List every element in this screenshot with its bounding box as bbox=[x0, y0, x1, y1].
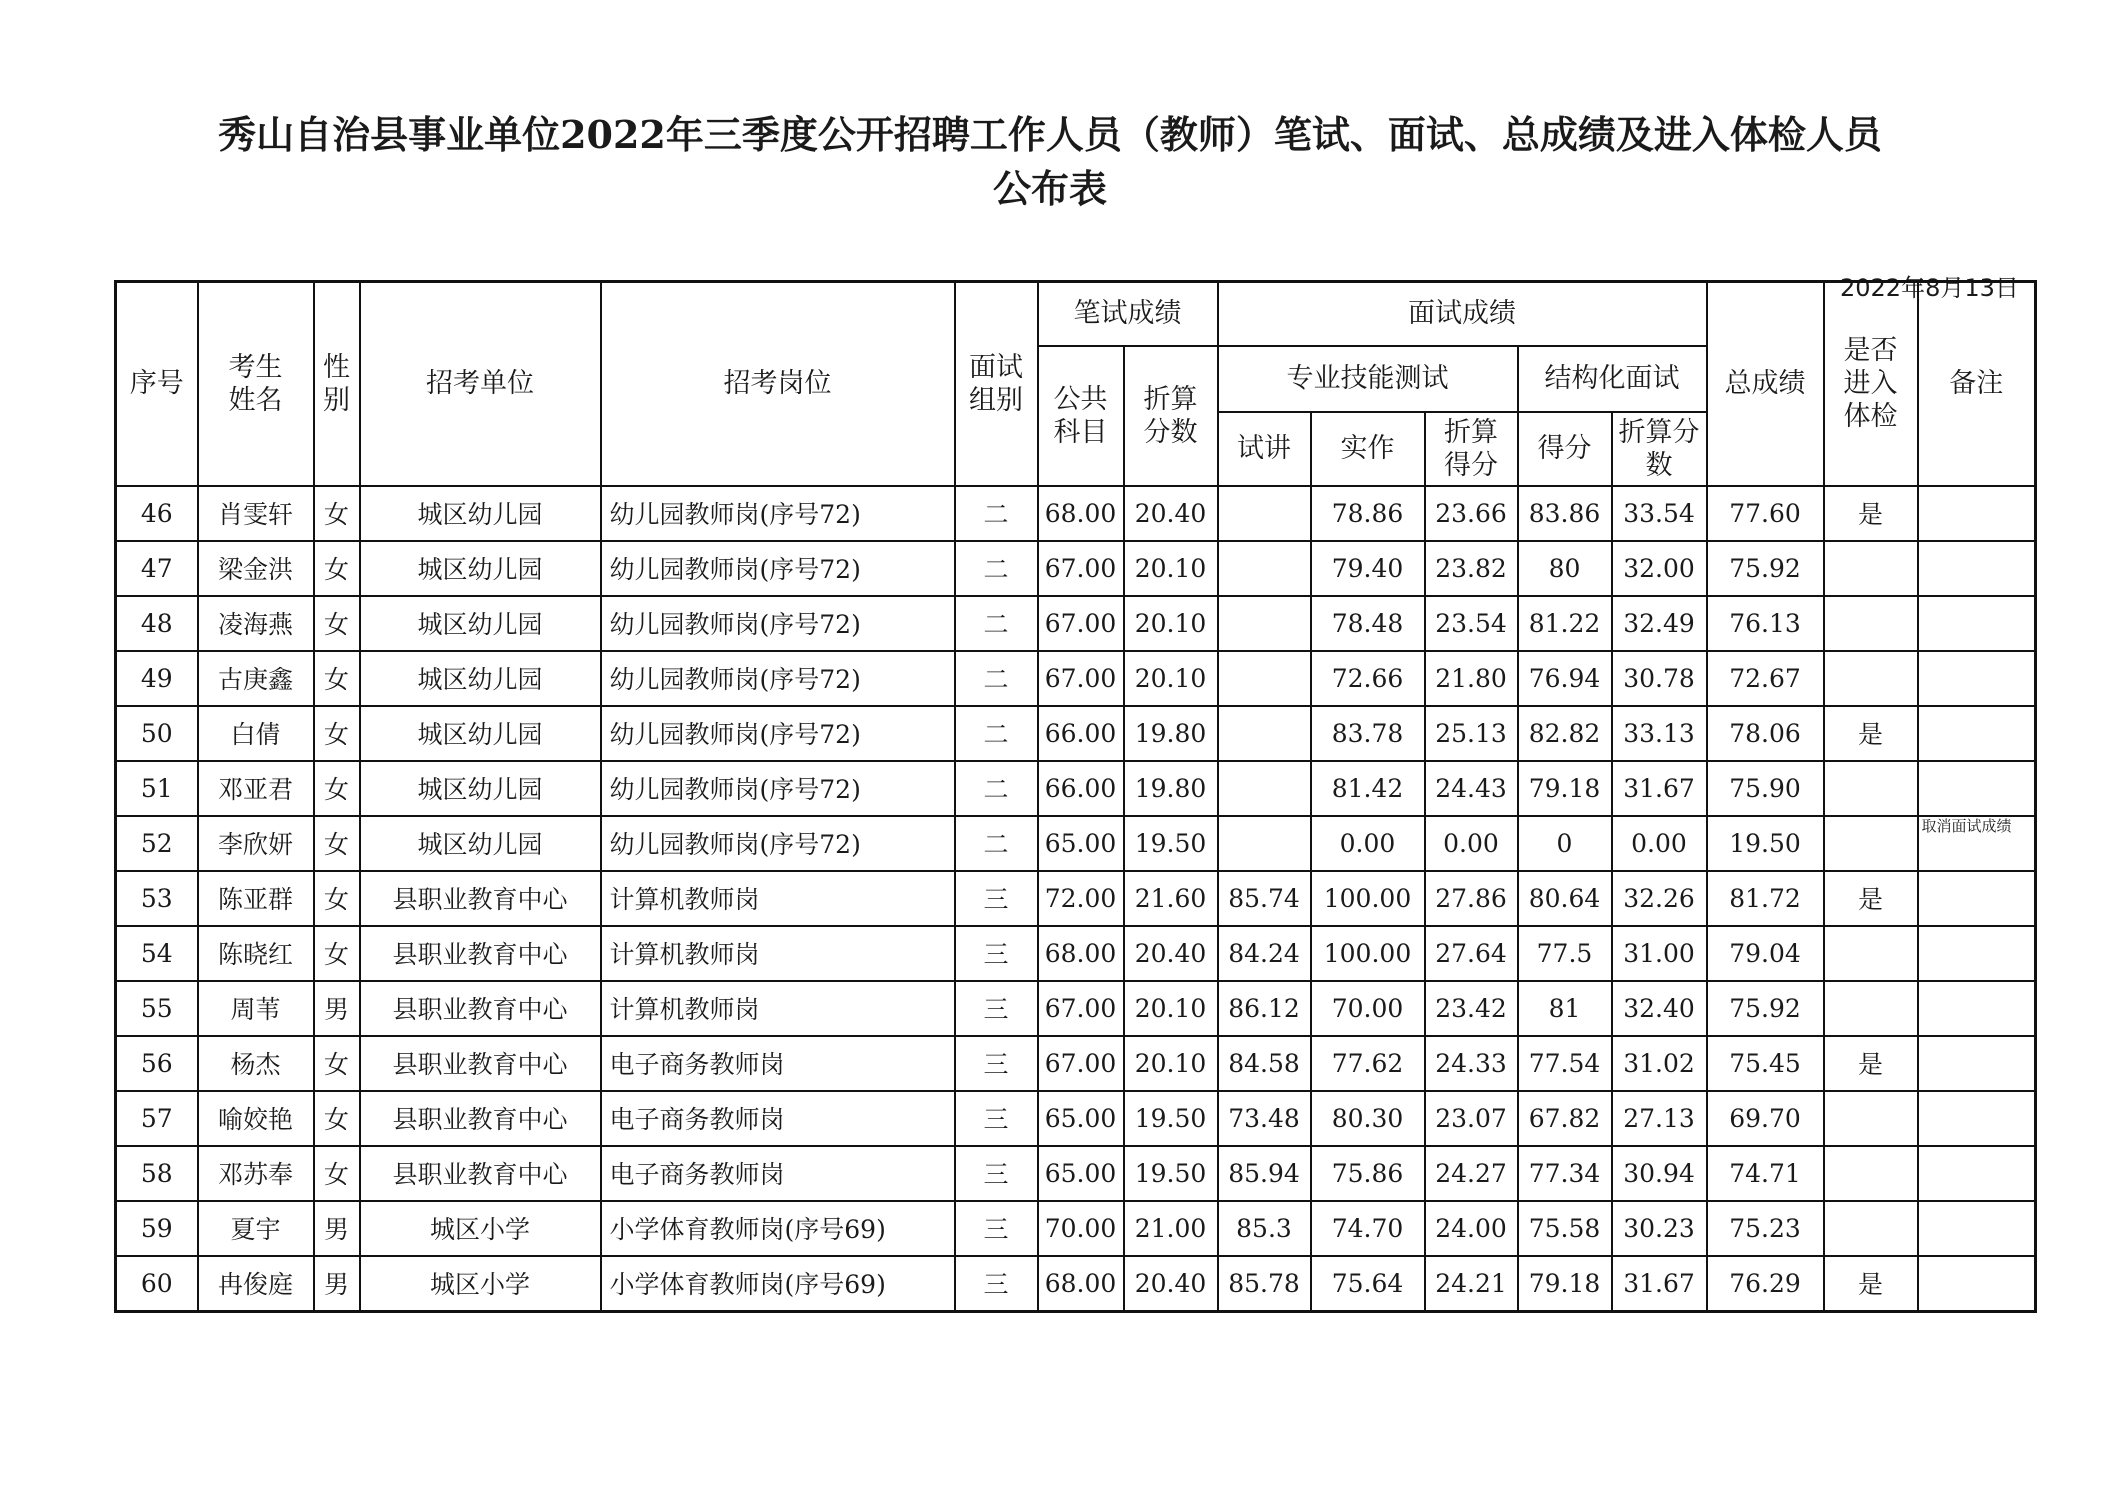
cell-structured-score: 80.64 bbox=[1518, 871, 1612, 926]
cell-skill-converted: 24.33 bbox=[1425, 1036, 1518, 1091]
cell-gender: 女 bbox=[314, 1036, 360, 1091]
cell-practice: 100.00 bbox=[1311, 926, 1425, 981]
cell-structured-converted: 0.00 bbox=[1612, 816, 1707, 871]
table-row bbox=[116, 926, 2036, 981]
cell-name: 周苇 bbox=[198, 981, 314, 1036]
cell-seq: 51 bbox=[116, 761, 198, 816]
cell-post: 计算机教师岗 bbox=[601, 871, 955, 926]
cell-skill-converted: 23.42 bbox=[1425, 981, 1518, 1036]
cell-total: 75.92 bbox=[1707, 541, 1824, 596]
cell-name: 杨杰 bbox=[198, 1036, 314, 1091]
cell-seq: 54 bbox=[116, 926, 198, 981]
cell-name: 李欣妍 bbox=[198, 816, 314, 871]
cell-practice: 70.00 bbox=[1311, 981, 1425, 1036]
cell-unit: 城区小学 bbox=[360, 1201, 601, 1256]
cell-name: 梁金洪 bbox=[198, 541, 314, 596]
cell-structured-score: 79.18 bbox=[1518, 761, 1612, 816]
cell-seq: 55 bbox=[116, 981, 198, 1036]
cell-total: 19.50 bbox=[1707, 816, 1824, 871]
cell-group: 三 bbox=[955, 981, 1038, 1036]
cell-unit: 城区幼儿园 bbox=[360, 816, 601, 871]
cell-lecture: 85.74 bbox=[1218, 871, 1311, 926]
cell-unit: 城区幼儿园 bbox=[360, 761, 601, 816]
cell-structured-score: 76.94 bbox=[1518, 651, 1612, 706]
cell-remark bbox=[1918, 926, 2036, 981]
cell-written-converted: 19.80 bbox=[1124, 761, 1218, 816]
cell-public-subject: 68.00 bbox=[1038, 1256, 1124, 1312]
cell-seq: 57 bbox=[116, 1091, 198, 1146]
cell-total: 81.72 bbox=[1707, 871, 1824, 926]
header-structured-score: 得分 bbox=[1518, 412, 1612, 486]
cell-post: 计算机教师岗 bbox=[601, 981, 955, 1036]
cell-gender: 女 bbox=[314, 596, 360, 651]
cell-physical: 是 bbox=[1824, 1256, 1918, 1312]
cell-gender: 女 bbox=[314, 816, 360, 871]
cell-total: 72.67 bbox=[1707, 651, 1824, 706]
table-row bbox=[116, 706, 2036, 761]
cell-skill-converted: 25.13 bbox=[1425, 706, 1518, 761]
cell-skill-converted: 24.21 bbox=[1425, 1256, 1518, 1312]
cell-seq: 52 bbox=[116, 816, 198, 871]
table-header bbox=[116, 282, 2036, 486]
cell-written-converted: 20.40 bbox=[1124, 1256, 1218, 1312]
cell-skill-converted: 23.82 bbox=[1425, 541, 1518, 596]
cell-skill-converted: 21.80 bbox=[1425, 651, 1518, 706]
cell-name: 喻姣艳 bbox=[198, 1091, 314, 1146]
cell-practice: 72.66 bbox=[1311, 651, 1425, 706]
cell-total: 77.60 bbox=[1707, 486, 1824, 541]
cell-physical bbox=[1824, 1146, 1918, 1201]
table-row bbox=[116, 1146, 2036, 1201]
title-line-1: 秀山自治县事业单位2022年三季度公开招聘工作人员（教师）笔试、面试、总成绩及进入体检人员 bbox=[218, 112, 1882, 157]
cell-seq: 46 bbox=[116, 486, 198, 541]
cell-written-converted: 19.50 bbox=[1124, 1091, 1218, 1146]
cell-remark bbox=[1918, 1256, 2036, 1312]
cell-remark bbox=[1918, 541, 2036, 596]
cell-structured-converted: 32.49 bbox=[1612, 596, 1707, 651]
cell-seq: 56 bbox=[116, 1036, 198, 1091]
cell-lecture: 84.24 bbox=[1218, 926, 1311, 981]
header-skill-test: 专业技能测试 bbox=[1218, 346, 1518, 412]
cell-practice: 75.64 bbox=[1311, 1256, 1425, 1312]
header-practice: 实作 bbox=[1311, 412, 1425, 486]
cell-group: 三 bbox=[955, 871, 1038, 926]
cell-practice: 78.48 bbox=[1311, 596, 1425, 651]
cell-gender: 女 bbox=[314, 541, 360, 596]
cell-gender: 女 bbox=[314, 1091, 360, 1146]
cell-skill-converted: 0.00 bbox=[1425, 816, 1518, 871]
cell-remark bbox=[1918, 761, 2036, 816]
cell-remark bbox=[1918, 1201, 2036, 1256]
cell-structured-converted: 30.94 bbox=[1612, 1146, 1707, 1201]
cell-group: 二 bbox=[955, 651, 1038, 706]
cell-unit: 县职业教育中心 bbox=[360, 1146, 601, 1201]
cell-remark bbox=[1918, 596, 2036, 651]
cell-structured-score: 67.82 bbox=[1518, 1091, 1612, 1146]
cell-physical bbox=[1824, 926, 1918, 981]
cell-seq: 59 bbox=[116, 1201, 198, 1256]
cell-remark bbox=[1918, 1036, 2036, 1091]
cell-written-converted: 20.10 bbox=[1124, 596, 1218, 651]
cell-name: 陈亚群 bbox=[198, 871, 314, 926]
cell-structured-converted: 31.67 bbox=[1612, 1256, 1707, 1312]
cell-lecture bbox=[1218, 596, 1311, 651]
cell-skill-converted: 23.07 bbox=[1425, 1091, 1518, 1146]
cell-structured-score: 77.5 bbox=[1518, 926, 1612, 981]
cell-lecture bbox=[1218, 651, 1311, 706]
cell-name: 古庚鑫 bbox=[198, 651, 314, 706]
cell-structured-converted: 30.23 bbox=[1612, 1201, 1707, 1256]
cell-unit: 城区幼儿园 bbox=[360, 596, 601, 651]
cell-gender: 男 bbox=[314, 981, 360, 1036]
cell-structured-converted: 32.40 bbox=[1612, 981, 1707, 1036]
cell-seq: 50 bbox=[116, 706, 198, 761]
cell-structured-converted: 30.78 bbox=[1612, 651, 1707, 706]
cell-lecture bbox=[1218, 706, 1311, 761]
table-body bbox=[116, 486, 2036, 1312]
cell-group: 三 bbox=[955, 1256, 1038, 1312]
header-post: 招考岗位 bbox=[601, 282, 955, 486]
cell-unit: 县职业教育中心 bbox=[360, 926, 601, 981]
cell-group: 二 bbox=[955, 761, 1038, 816]
cell-physical bbox=[1824, 1201, 1918, 1256]
cell-skill-converted: 23.54 bbox=[1425, 596, 1518, 651]
cell-structured-score: 0 bbox=[1518, 816, 1612, 871]
cell-structured-score: 83.86 bbox=[1518, 486, 1612, 541]
cell-physical bbox=[1824, 981, 1918, 1036]
cell-total: 76.29 bbox=[1707, 1256, 1824, 1312]
header-total: 总成绩 bbox=[1707, 282, 1824, 486]
cell-written-converted: 20.10 bbox=[1124, 541, 1218, 596]
cell-lecture: 84.58 bbox=[1218, 1036, 1311, 1091]
cell-practice: 83.78 bbox=[1311, 706, 1425, 761]
title-line-2: 公布表 bbox=[992, 166, 1107, 211]
cell-seq: 53 bbox=[116, 871, 198, 926]
cell-physical bbox=[1824, 1091, 1918, 1146]
cell-name: 凌海燕 bbox=[198, 596, 314, 651]
cell-unit: 县职业教育中心 bbox=[360, 871, 601, 926]
cell-public-subject: 66.00 bbox=[1038, 761, 1124, 816]
cell-unit: 城区小学 bbox=[360, 1256, 601, 1312]
cell-structured-converted: 31.67 bbox=[1612, 761, 1707, 816]
cell-group: 二 bbox=[955, 541, 1038, 596]
cell-post: 幼儿园教师岗(序号72) bbox=[601, 541, 955, 596]
table-row bbox=[116, 1256, 2036, 1312]
cell-name: 陈晓红 bbox=[198, 926, 314, 981]
publish-date: 2022年8月13日 bbox=[1840, 274, 2019, 302]
cell-structured-converted: 32.26 bbox=[1612, 871, 1707, 926]
cell-lecture: 73.48 bbox=[1218, 1091, 1311, 1146]
cell-remark bbox=[1918, 1146, 2036, 1201]
table-row bbox=[116, 761, 2036, 816]
document-title bbox=[150, 108, 1950, 216]
cell-physical bbox=[1824, 596, 1918, 651]
cell-written-converted: 19.50 bbox=[1124, 816, 1218, 871]
cell-name: 邓苏奉 bbox=[198, 1146, 314, 1201]
header-lecture: 试讲 bbox=[1218, 412, 1311, 486]
cell-total: 75.90 bbox=[1707, 761, 1824, 816]
cell-practice: 100.00 bbox=[1311, 871, 1425, 926]
cell-structured-score: 75.58 bbox=[1518, 1201, 1612, 1256]
cell-group: 三 bbox=[955, 1036, 1038, 1091]
header-unit: 招考单位 bbox=[360, 282, 601, 486]
cell-lecture bbox=[1218, 761, 1311, 816]
cell-practice: 74.70 bbox=[1311, 1201, 1425, 1256]
table-row bbox=[116, 816, 2036, 871]
cell-physical: 是 bbox=[1824, 871, 1918, 926]
cell-seq: 58 bbox=[116, 1146, 198, 1201]
cell-group: 三 bbox=[955, 1201, 1038, 1256]
cell-group: 二 bbox=[955, 486, 1038, 541]
cell-practice: 78.86 bbox=[1311, 486, 1425, 541]
cell-post: 小学体育教师岗(序号69) bbox=[601, 1256, 955, 1312]
cell-public-subject: 65.00 bbox=[1038, 1091, 1124, 1146]
cell-post: 幼儿园教师岗(序号72) bbox=[601, 486, 955, 541]
table-row bbox=[116, 1091, 2036, 1146]
cell-remark bbox=[1918, 486, 2036, 541]
cell-written-converted: 20.10 bbox=[1124, 1036, 1218, 1091]
cell-public-subject: 67.00 bbox=[1038, 981, 1124, 1036]
cell-gender: 女 bbox=[314, 706, 360, 761]
header-structured-converted: 折算分数 bbox=[1612, 412, 1707, 486]
cell-practice: 0.00 bbox=[1311, 816, 1425, 871]
cell-practice: 77.62 bbox=[1311, 1036, 1425, 1091]
cell-post: 幼儿园教师岗(序号72) bbox=[601, 706, 955, 761]
cell-post: 幼儿园教师岗(序号72) bbox=[601, 596, 955, 651]
cell-structured-converted: 27.13 bbox=[1612, 1091, 1707, 1146]
cell-written-converted: 21.60 bbox=[1124, 871, 1218, 926]
header-remark: 备注 bbox=[1918, 282, 2036, 486]
cell-structured-score: 79.18 bbox=[1518, 1256, 1612, 1312]
cell-structured-converted: 32.00 bbox=[1612, 541, 1707, 596]
header-interview: 面试成绩 bbox=[1218, 282, 1707, 346]
header-seq: 序号 bbox=[116, 282, 198, 486]
cell-remark bbox=[1918, 1091, 2036, 1146]
cell-public-subject: 67.00 bbox=[1038, 541, 1124, 596]
cell-name: 冉俊庭 bbox=[198, 1256, 314, 1312]
cell-practice: 79.40 bbox=[1311, 541, 1425, 596]
cell-physical bbox=[1824, 541, 1918, 596]
cell-structured-score: 82.82 bbox=[1518, 706, 1612, 761]
cell-lecture bbox=[1218, 486, 1311, 541]
cell-practice: 75.86 bbox=[1311, 1146, 1425, 1201]
cell-name: 肖雯轩 bbox=[198, 486, 314, 541]
header-physical: 是否进入体检 bbox=[1824, 282, 1918, 486]
cell-unit: 县职业教育中心 bbox=[360, 1091, 601, 1146]
cell-lecture: 86.12 bbox=[1218, 981, 1311, 1036]
cell-remark bbox=[1918, 706, 2036, 761]
cell-written-converted: 20.40 bbox=[1124, 486, 1218, 541]
cell-written-converted: 21.00 bbox=[1124, 1201, 1218, 1256]
cell-public-subject: 70.00 bbox=[1038, 1201, 1124, 1256]
cell-skill-converted: 24.43 bbox=[1425, 761, 1518, 816]
cell-structured-converted: 33.13 bbox=[1612, 706, 1707, 761]
cell-lecture bbox=[1218, 541, 1311, 596]
cell-physical: 是 bbox=[1824, 1036, 1918, 1091]
cell-unit: 城区幼儿园 bbox=[360, 706, 601, 761]
cell-group: 三 bbox=[955, 1091, 1038, 1146]
cell-post: 幼儿园教师岗(序号72) bbox=[601, 651, 955, 706]
cell-unit: 县职业教育中心 bbox=[360, 981, 601, 1036]
cell-lecture: 85.3 bbox=[1218, 1201, 1311, 1256]
cell-public-subject: 68.00 bbox=[1038, 926, 1124, 981]
cell-skill-converted: 24.00 bbox=[1425, 1201, 1518, 1256]
header-group: 面试组别 bbox=[955, 282, 1038, 486]
cell-seq: 49 bbox=[116, 651, 198, 706]
cell-written-converted: 19.80 bbox=[1124, 706, 1218, 761]
cell-structured-score: 81.22 bbox=[1518, 596, 1612, 651]
cell-public-subject: 67.00 bbox=[1038, 651, 1124, 706]
cell-physical bbox=[1824, 816, 1918, 871]
header-public-subject: 公共科目 bbox=[1038, 346, 1124, 486]
cell-post: 幼儿园教师岗(序号72) bbox=[601, 761, 955, 816]
cell-name: 邓亚君 bbox=[198, 761, 314, 816]
cell-remark bbox=[1918, 981, 2036, 1036]
cell-total: 75.23 bbox=[1707, 1201, 1824, 1256]
table-row bbox=[116, 871, 2036, 926]
cell-written-converted: 20.10 bbox=[1124, 651, 1218, 706]
cell-post: 小学体育教师岗(序号69) bbox=[601, 1201, 955, 1256]
cell-structured-score: 80 bbox=[1518, 541, 1612, 596]
cell-name: 白倩 bbox=[198, 706, 314, 761]
cell-lecture: 85.94 bbox=[1218, 1146, 1311, 1201]
cell-public-subject: 68.00 bbox=[1038, 486, 1124, 541]
cell-written-converted: 19.50 bbox=[1124, 1146, 1218, 1201]
cell-seq: 48 bbox=[116, 596, 198, 651]
cell-skill-converted: 24.27 bbox=[1425, 1146, 1518, 1201]
header-skill-converted: 折算得分 bbox=[1425, 412, 1518, 486]
cell-structured-score: 77.54 bbox=[1518, 1036, 1612, 1091]
table-row bbox=[116, 541, 2036, 596]
cell-total: 69.70 bbox=[1707, 1091, 1824, 1146]
cell-remark bbox=[1918, 871, 2036, 926]
header-structured: 结构化面试 bbox=[1518, 346, 1707, 412]
cell-post: 电子商务教师岗 bbox=[601, 1091, 955, 1146]
cell-seq: 47 bbox=[116, 541, 198, 596]
cell-public-subject: 65.00 bbox=[1038, 1146, 1124, 1201]
cell-gender: 女 bbox=[314, 761, 360, 816]
cell-structured-score: 81 bbox=[1518, 981, 1612, 1036]
cell-total: 75.92 bbox=[1707, 981, 1824, 1036]
cell-public-subject: 67.00 bbox=[1038, 596, 1124, 651]
cell-group: 三 bbox=[955, 1146, 1038, 1201]
cell-public-subject: 67.00 bbox=[1038, 1036, 1124, 1091]
cell-physical: 是 bbox=[1824, 486, 1918, 541]
cell-unit: 城区幼儿园 bbox=[360, 651, 601, 706]
cell-post: 电子商务教师岗 bbox=[601, 1036, 955, 1091]
table-row bbox=[116, 486, 2036, 541]
cell-gender: 男 bbox=[314, 1256, 360, 1312]
cell-remark bbox=[1918, 651, 2036, 706]
cell-gender: 女 bbox=[314, 486, 360, 541]
cell-total: 75.45 bbox=[1707, 1036, 1824, 1091]
cell-group: 二 bbox=[955, 706, 1038, 761]
table-row bbox=[116, 1201, 2036, 1256]
cell-structured-converted: 31.02 bbox=[1612, 1036, 1707, 1091]
cell-lecture: 85.78 bbox=[1218, 1256, 1311, 1312]
cell-structured-converted: 33.54 bbox=[1612, 486, 1707, 541]
cell-lecture bbox=[1218, 816, 1311, 871]
cell-group: 二 bbox=[955, 596, 1038, 651]
table-row bbox=[116, 1036, 2036, 1091]
cell-post: 电子商务教师岗 bbox=[601, 1146, 955, 1201]
cell-gender: 女 bbox=[314, 651, 360, 706]
cell-total: 74.71 bbox=[1707, 1146, 1824, 1201]
cell-public-subject: 72.00 bbox=[1038, 871, 1124, 926]
cell-remark: 取消面试成绩 bbox=[1918, 816, 2036, 871]
cell-skill-converted: 27.86 bbox=[1425, 871, 1518, 926]
cell-seq: 60 bbox=[116, 1256, 198, 1312]
cell-practice: 81.42 bbox=[1311, 761, 1425, 816]
cell-group: 三 bbox=[955, 926, 1038, 981]
cell-group: 二 bbox=[955, 816, 1038, 871]
cell-structured-score: 77.34 bbox=[1518, 1146, 1612, 1201]
cell-written-converted: 20.40 bbox=[1124, 926, 1218, 981]
cell-physical bbox=[1824, 651, 1918, 706]
header-written: 笔试成绩 bbox=[1038, 282, 1218, 346]
cell-skill-converted: 27.64 bbox=[1425, 926, 1518, 981]
cell-name: 夏宇 bbox=[198, 1201, 314, 1256]
cell-practice: 80.30 bbox=[1311, 1091, 1425, 1146]
table-row bbox=[116, 981, 2036, 1036]
header-gender: 性别 bbox=[314, 282, 360, 486]
cell-written-converted: 20.10 bbox=[1124, 981, 1218, 1036]
cell-gender: 女 bbox=[314, 926, 360, 981]
cell-physical bbox=[1824, 761, 1918, 816]
table-row bbox=[116, 651, 2036, 706]
cell-unit: 城区幼儿园 bbox=[360, 486, 601, 541]
cell-total: 78.06 bbox=[1707, 706, 1824, 761]
cell-total: 79.04 bbox=[1707, 926, 1824, 981]
cell-unit: 城区幼儿园 bbox=[360, 541, 601, 596]
cell-gender: 女 bbox=[314, 1146, 360, 1201]
cell-total: 76.13 bbox=[1707, 596, 1824, 651]
results-table bbox=[114, 280, 2037, 1313]
cell-post: 计算机教师岗 bbox=[601, 926, 955, 981]
cell-public-subject: 65.00 bbox=[1038, 816, 1124, 871]
cell-gender: 女 bbox=[314, 871, 360, 926]
header-name: 考生姓名 bbox=[198, 282, 314, 486]
header-written-converted: 折算分数 bbox=[1124, 346, 1218, 486]
cell-gender: 男 bbox=[314, 1201, 360, 1256]
cell-physical: 是 bbox=[1824, 706, 1918, 761]
cell-structured-converted: 31.00 bbox=[1612, 926, 1707, 981]
table-row bbox=[116, 596, 2036, 651]
cell-public-subject: 66.00 bbox=[1038, 706, 1124, 761]
cell-unit: 县职业教育中心 bbox=[360, 1036, 601, 1091]
cell-post: 幼儿园教师岗(序号72) bbox=[601, 816, 955, 871]
cell-skill-converted: 23.66 bbox=[1425, 486, 1518, 541]
